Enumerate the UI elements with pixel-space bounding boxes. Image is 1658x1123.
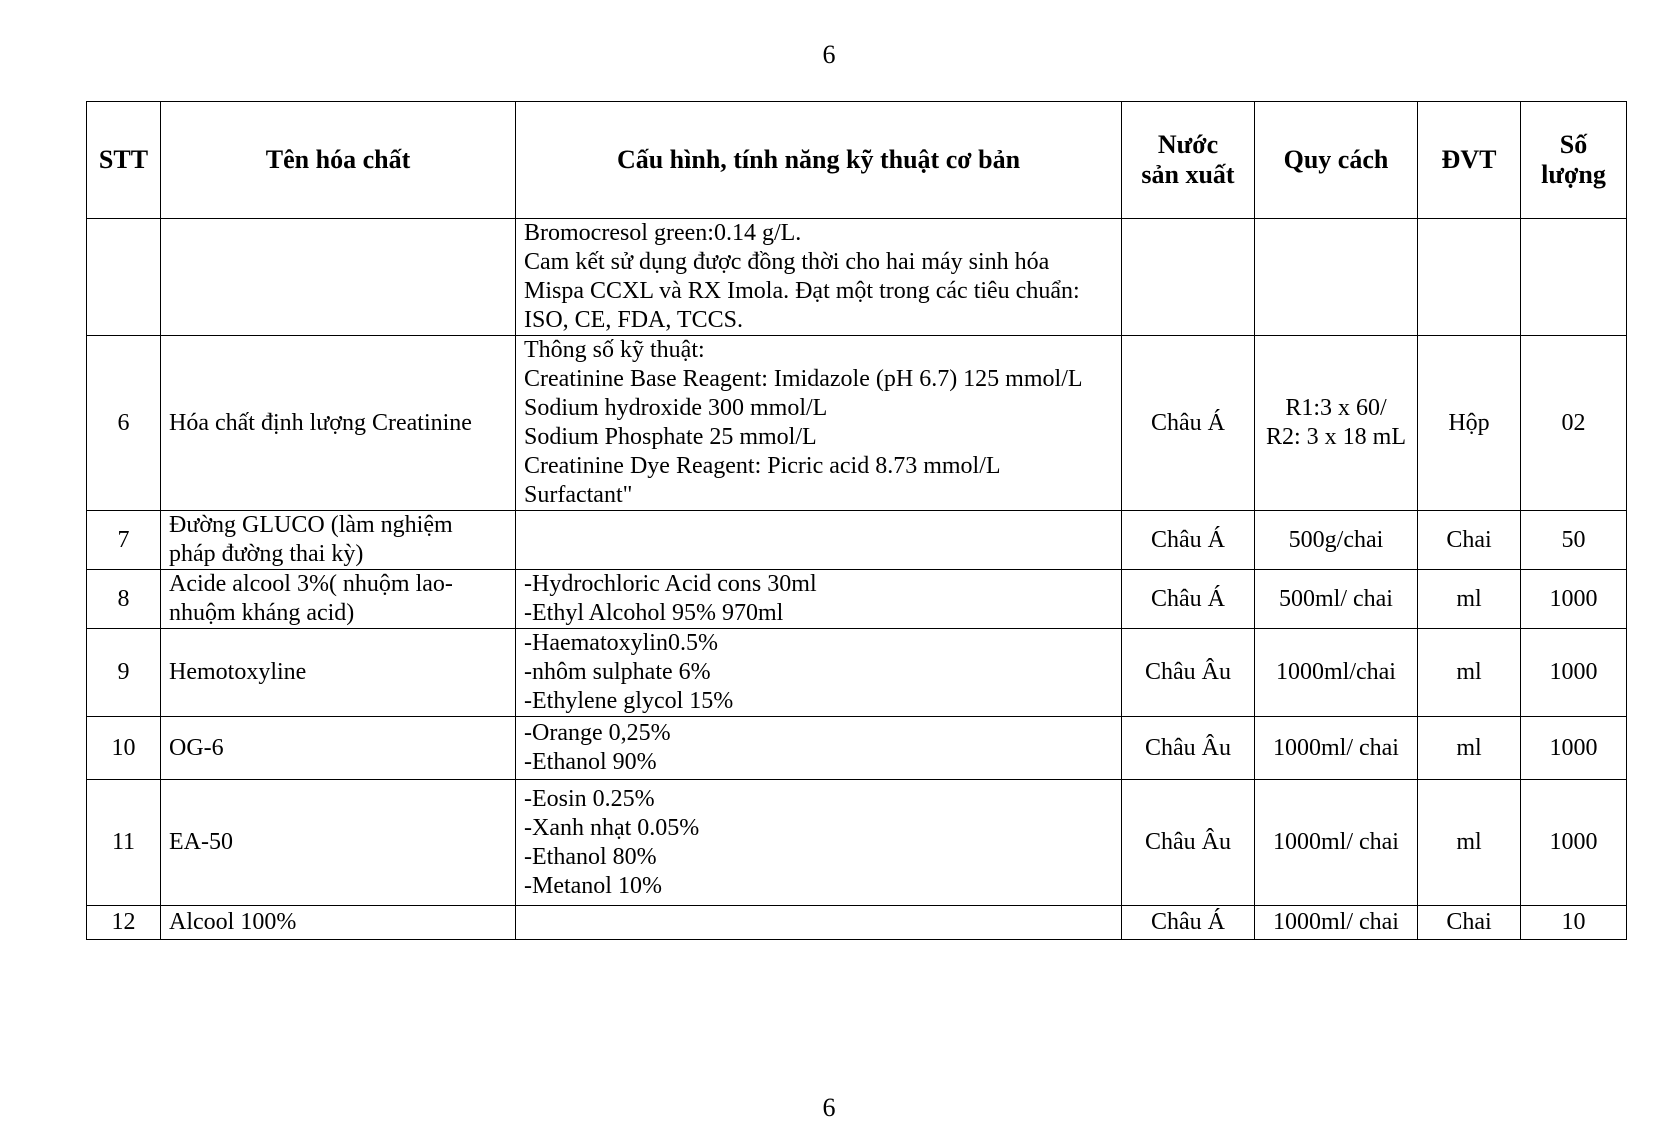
cell-unit: Chai [1418,511,1521,570]
spec-line: -Ethyl Alcohol 95% 970ml [524,600,784,626]
spec-line: Cam kết sử dụng được đồng thời cho hai máy sinh hóa [524,249,1050,275]
header-stt: STT [87,102,161,219]
cell-stt: 11 [87,780,161,906]
cell-origin: Châu Á [1122,511,1255,570]
spec-line: Thông số kỹ thuật: [524,337,705,363]
spec-line: -Hydrochloric Acid cons 30ml [524,571,817,597]
cell-pack: 1000ml/ chai [1255,780,1418,906]
name-line-1: Đường GLUCO (làm nghiệm [169,512,453,538]
header-name: Tên hóa chất [161,102,516,219]
header-spec: Cấu hình, tính năng kỹ thuật cơ bản [516,102,1122,219]
cell-qty: 1000 [1521,717,1627,780]
header-origin [1122,102,1255,219]
cell-stt: 6 [87,336,161,511]
cell-spec [516,780,1122,906]
spec-line: Bromocresol green:0.14 g/L. [524,220,802,246]
table-row [87,780,1627,906]
cell-qty: 1000 [1521,780,1627,906]
cell-origin [1122,219,1255,336]
cell-name: EA-50 [161,780,516,906]
cell-spec [516,570,1122,629]
cell-qty: 1000 [1521,629,1627,717]
spec-line: -Haematoxylin0.5% [524,630,718,656]
cell-name [161,570,516,629]
cell-origin: Châu Âu [1122,629,1255,717]
spec-line: Creatinine Dye Reagent: Picric acid 8.73 mmol/L [524,453,1001,479]
cell-unit: ml [1418,629,1521,717]
cell-pack: 500ml/ chai [1255,570,1418,629]
cell-unit: ml [1418,780,1521,906]
cell-name [161,511,516,570]
table-row [87,511,1627,570]
cell-name: Alcool 100% [161,906,516,940]
table-row [87,336,1627,511]
name-line-2: nhuộm kháng acid) [169,600,355,626]
cell-stt: 12 [87,906,161,940]
name-line-2: pháp đường thai kỳ) [169,541,364,567]
name-line-1: Acide alcool 3%( nhuộm lao- [169,571,453,597]
header-qty-line-1: Số [1559,130,1588,159]
cell-spec [516,717,1122,780]
table-row [87,717,1627,780]
page-number: 6 [822,40,836,69]
cell-qty: 50 [1521,511,1627,570]
spec-line: Sodium Phosphate 25 mmol/L [524,424,817,450]
pack-line-1: R1:3 x 60/ [1285,395,1387,421]
cell-stt: 10 [87,717,161,780]
cell-name: Hemotoxyline [161,629,516,717]
cell-spec [516,629,1122,717]
cell-stt [87,219,161,336]
table-row [87,219,1627,336]
cell-name: OG-6 [161,717,516,780]
spec-line: -nhôm sulphate 6% [524,659,711,685]
cell-unit: ml [1418,717,1521,780]
cell-unit: ml [1418,570,1521,629]
table-header-row [87,102,1627,219]
cell-stt: 8 [87,570,161,629]
table-row [87,570,1627,629]
header-pack: Quy cách [1255,102,1418,219]
cell-origin: Châu Á [1122,570,1255,629]
header-qty [1521,102,1627,219]
cell-spec [516,511,1122,570]
cell-unit: Chai [1418,906,1521,940]
cell-origin: Châu Á [1122,906,1255,940]
cell-spec [516,906,1122,940]
cell-origin: Châu Á [1122,336,1255,511]
cell-pack [1255,336,1418,511]
cell-pack: 1000ml/ chai [1255,906,1418,940]
cell-pack: 1000ml/chai [1255,629,1418,717]
cell-origin: Châu Âu [1122,717,1255,780]
cell-stt: 7 [87,511,161,570]
table-row [87,906,1627,940]
cell-spec [516,336,1122,511]
cell-qty: 02 [1521,336,1627,511]
header-origin-line-1: Nước [1157,130,1219,159]
cell-name [161,219,516,336]
cell-stt: 9 [87,629,161,717]
spec-line: -Ethanol 80% [524,843,657,870]
cell-pack: 500g/chai [1255,511,1418,570]
cell-unit: Hộp [1418,336,1521,511]
cell-qty: 1000 [1521,570,1627,629]
header-origin-line-2: sản xuất [1141,160,1235,189]
spec-line: -Metanol 10% [524,872,662,899]
spec-line: -Ethylene glycol 15% [524,688,734,714]
table-row [87,629,1627,717]
spec-line: -Orange 0,25% [524,720,671,746]
header-qty-line-2: lượng [1541,160,1606,189]
cell-origin: Châu Âu [1122,780,1255,906]
spec-line: -Ethanol 90% [524,749,657,775]
cell-pack [1255,219,1418,336]
chemicals-table [86,101,1627,940]
cell-spec [516,219,1122,336]
cell-pack: 1000ml/ chai [1255,717,1418,780]
pack-line-2: R2: 3 x 18 mL [1265,424,1406,450]
header-unit: ĐVT [1418,102,1521,219]
cell-unit [1418,219,1521,336]
spec-line: Sodium hydroxide 300 mmol/L [524,395,828,421]
cell-qty: 10 [1521,906,1627,940]
page-number-bottom: 6 [822,1093,836,1122]
spec-line: Creatinine Base Reagent: Imidazole (pH 6.7) 125 mmol/L [524,366,1083,392]
spec-line: ISO, CE, FDA, TCCS. [524,307,743,333]
cell-name: Hóa chất định lượng Creatinine [161,336,516,511]
spec-line: -Xanh nhạt 0.05% [524,814,700,841]
spec-line: Surfactant" [524,482,633,508]
spec-line: Mispa CCXL và RX Imola. Đạt một trong các tiêu chuẩn: [524,278,1080,304]
spec-line: -Eosin 0.25% [524,785,655,812]
cell-qty [1521,219,1627,336]
